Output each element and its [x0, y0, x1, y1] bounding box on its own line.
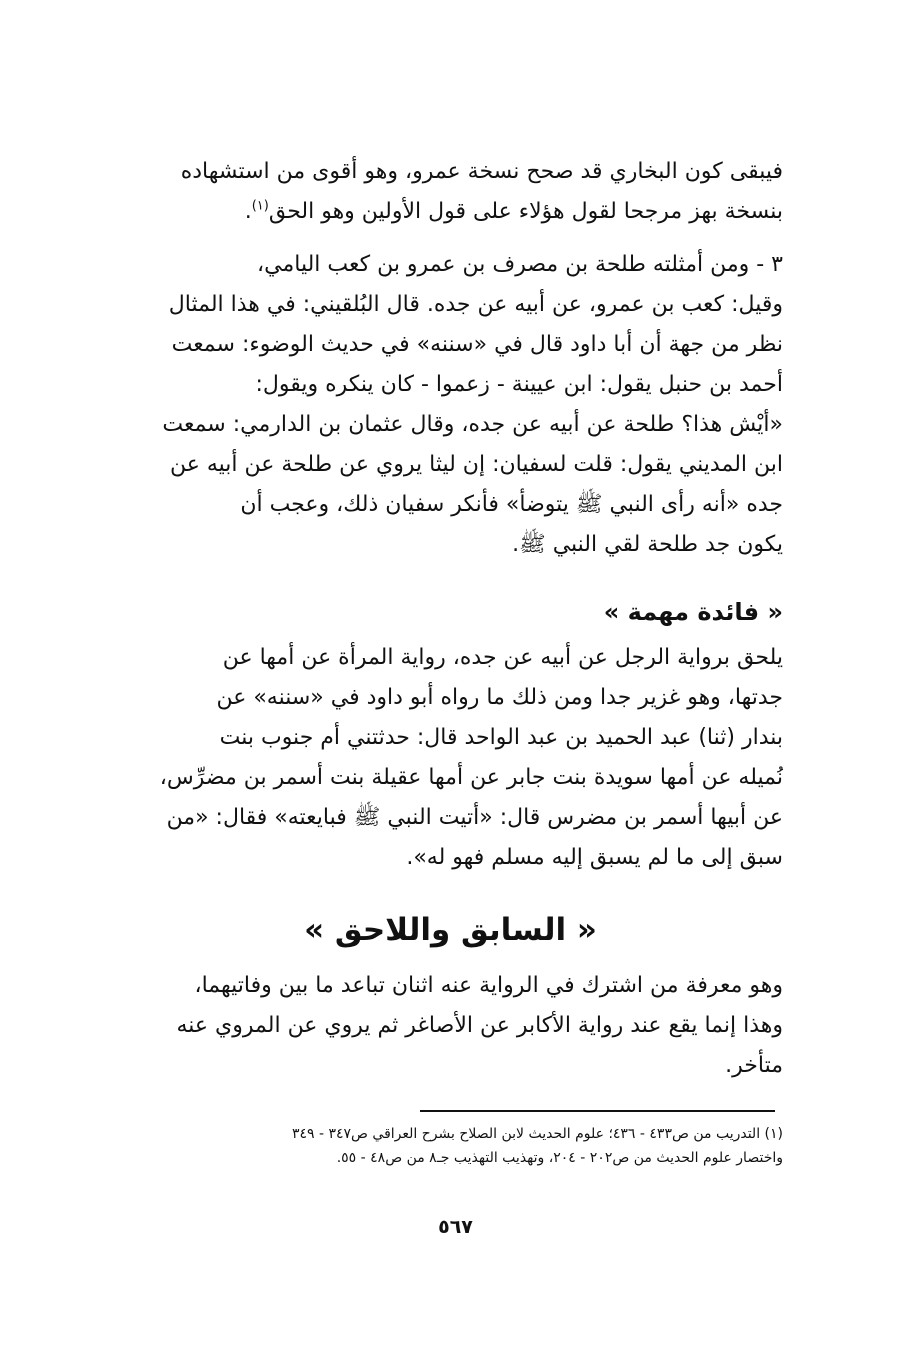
text-line: نُميله عن أمها سويدة بنت جابر عن أمها عقيلة بنت أسمر بن مضرِّس، — [159, 765, 783, 790]
text-line: متأخر. — [725, 1053, 783, 1078]
text-line: وقيل: كعب بن عمرو، عن أبيه عن جده. قال البُلقيني: في هذا المثال — [168, 292, 783, 317]
text-line: فيبقى كون البخاري قد صحح نسخة عمرو، وهو أقوى من استشهاده — [180, 159, 783, 184]
paragraph-example-3 — [118, 245, 783, 565]
text-line: «أيْش هذا؟ طلحة عن أبيه عن جده، وقال عثمان بن الدارمي: سمعت — [162, 412, 783, 437]
footnote-marker: (١) — [251, 198, 269, 214]
text-line: يلحق برواية الرجل عن أبيه عن جده، رواية المرأة عن أمها عن — [222, 645, 783, 670]
section-heading-faida: « فائدة مهمة » — [603, 598, 783, 626]
text-line: بنسخة بهز مرجحا لقول هؤلاء على قول الأولين وهو الحق$^{(١)}$. — [244, 198, 783, 224]
text-line: عن أبيها أسمر بن مضرس قال: «أتيت النبي ﷺ فبايعته» فقال: «من — [166, 805, 783, 830]
text-line: جدتها، وهو غزير جدا ومن ذلك ما رواه أبو داود في «سننه» عن — [216, 685, 783, 710]
section-title-sabiq-lahiq: « السابق واللاحق » — [304, 912, 597, 948]
footnote-line: واختصار علوم الحديث من ص٢٠٢ - ٢٠٤، وتهذيب التهذيب جـ٨ من ص٤٨ - ٥٥. — [336, 1150, 783, 1166]
text-line: يكون جد طلحة لقي النبي ﷺ. — [512, 532, 783, 557]
footnote-line: (١) التدريب من ص٤٣٣ - ٤٣٦؛ علوم الحديث لابن الصلاح بشرح العراقي ص٣٤٧ - ٣٤٩ — [291, 1126, 783, 1142]
text-line: أحمد بن حنبل يقول: ابن عيينة - زعموا - كان ينكره ويقول: — [255, 372, 783, 397]
text-line: ابن المديني يقول: قلت لسفيان: إن ليثا يروي عن طلحة عن أبيه عن — [169, 452, 783, 477]
paragraph-faida — [118, 638, 783, 878]
text-line: نظر من جهة أن أبا داود قال في «سننه» في حديث الوضوء: سمعت — [171, 332, 783, 357]
text-line: سبق إلى ما لم يسبق إليه مسلم فهو له». — [406, 845, 783, 870]
footnote-separator — [420, 1110, 775, 1112]
text-line: وهذا إنما يقع عند رواية الأكابر عن الأصاغر ثم يروي عن المروي عنه — [176, 1013, 783, 1038]
paragraph-sabiq-lahiq — [118, 966, 783, 1086]
paragraph-intro — [118, 152, 783, 232]
text-line: جده «أنه رأى النبي ﷺ يتوضأ» فأنكر سفيان ذلك، وعجب أن — [240, 492, 783, 517]
footnotes — [118, 1122, 783, 1170]
page-number: ٥٦٧ — [438, 1216, 473, 1238]
text-line: بندار (ثنا) عبد الحميد بن عبد الواحد قال: حدثتني أم جنوب بنت — [219, 725, 783, 750]
text-line: ٣ - ومن أمثلته طلحة بن مصرف بن عمرو بن كعب اليامي، — [257, 252, 783, 277]
text-line: وهو معرفة من اشترك في الرواية عنه اثنان تباعد ما بين وفاتيهما، — [194, 973, 783, 998]
